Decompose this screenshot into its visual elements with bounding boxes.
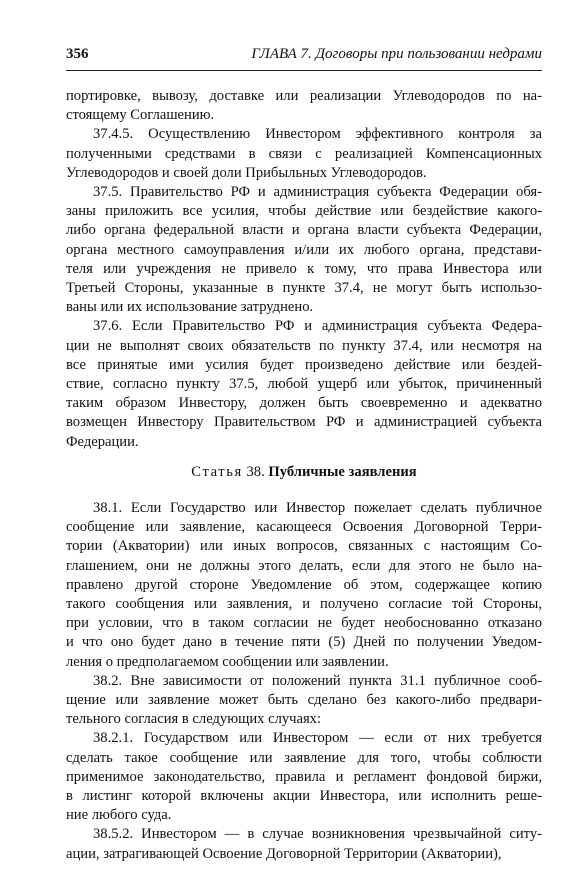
text-line: ции не выполнят своих обязательств по пункту 37.4, или несмотря на <box>66 337 542 354</box>
article-heading <box>66 462 542 482</box>
text-line: сделать такое сообщение или заявление для того, чтобы соблюсти <box>66 749 542 766</box>
text-line: сообщение или заявление, касающееся Освоения Договорной Терри- <box>66 519 542 536</box>
text-line: ствие, согласно пункту 37.5, любой ущерб или убыток, причиненный <box>66 376 542 393</box>
paragraph <box>66 672 542 730</box>
text-line: 38.5.2. Инвестором — в случае возникновения чрезвычайной ситу- <box>93 826 542 843</box>
text-line: стоящему Соглашению. <box>66 107 215 124</box>
text-line: 37.4.5. Осуществлению Инвестором эффективного контроля за <box>93 126 542 143</box>
text-line: применимое законодательство, правила и регламент фондовой биржи, <box>66 768 542 785</box>
article-title: Публичные заявления <box>268 464 417 480</box>
text-line: таким образом Инвестору, должен быть своевременно и адекватно <box>66 395 542 412</box>
paragraph <box>66 317 542 451</box>
paragraph <box>66 183 542 317</box>
text-line: тории (Акватории) или иных вопросов, связанных с настоящим Со- <box>66 538 542 555</box>
text-line: полученными средствами в связи с реализацией Компенсационных <box>66 145 542 162</box>
text-line: Третьей Стороны, указанные в пункте 37.4, не могут быть использо- <box>66 280 542 297</box>
page-number: 356 <box>66 46 89 62</box>
text-line: 37.5. Правительство РФ и администрация субъекта Федерации обя- <box>93 184 542 201</box>
body-text-top <box>66 87 542 452</box>
text-line: такого сообщения или заявления, и получено согласие той Стороны, <box>66 596 542 613</box>
text-line: Углеводородов и своей доли Прибыльных Углеводородов. <box>66 164 427 181</box>
paragraph <box>66 729 542 825</box>
paragraph <box>66 87 542 125</box>
paragraph <box>66 499 542 672</box>
header-rule <box>66 70 542 71</box>
text-line: Федерации. <box>66 433 139 450</box>
paragraph <box>66 825 542 863</box>
text-line: органа местного самоуправления и/или их любого органа, представи- <box>66 241 542 258</box>
text-line: тельного согласия в следующих случаях: <box>66 711 322 728</box>
text-line: при условии, что в таком согласии не будет необоснованно отказано <box>66 615 542 632</box>
text-line: в листинг которой включены акции Инвестора, или исполнить реше- <box>66 788 542 805</box>
article-number: 38. <box>246 464 265 480</box>
paragraph <box>66 125 542 183</box>
text-line: ние любого суда. <box>66 807 172 824</box>
text-line: 38.1. Если Государство или Инвестор пожелает сделать публичное <box>93 500 542 516</box>
text-line: правлено другой стороне Уведомление об этом, содержащее копию <box>66 576 542 593</box>
text-line: 38.2.1. Государством или Инвестором — если от них требуется <box>93 730 542 747</box>
text-line: все принятые ими усилия будет произведено действие или бездей- <box>66 356 542 373</box>
text-line: ления о предполагаемом сообщении или заявлении. <box>66 653 389 670</box>
article-label: Статья <box>191 464 243 480</box>
body-text-bottom <box>66 499 542 864</box>
text-line: глашением, они не должны этого делать, если для этого не было на- <box>66 557 542 574</box>
running-title: ГЛАВА 7. Договоры при пользовании недрами <box>251 46 542 62</box>
text-line: заны приложить все усилия, чтобы действие или бездействие какого- <box>66 203 542 220</box>
text-line: портировке, вывозу, доставке или реализации Углеводородов по на- <box>66 88 542 104</box>
text-line: ации, затрагивающей Освоение Договорной Территории (Акватории), <box>66 845 502 862</box>
text-line: возмещен Инвестору Правительством РФ и администрацией субъекта <box>66 414 542 431</box>
text-line: щение или заявление может быть сделано без какого-либо предвари- <box>66 692 542 709</box>
text-line: теля или учреждения не привело к тому, что права Инвестора или <box>66 260 542 277</box>
text-line: и что оно будет дано в течение пяти (5) Дней по получении Уведом- <box>66 634 542 651</box>
running-header <box>66 44 542 64</box>
text-line: 37.6. Если Правительство РФ и администрация субъекта Федера- <box>93 318 542 335</box>
text-line: ваны или их использование затруднено. <box>66 299 314 316</box>
text-line: либо органа федеральной власти и органа власти субъекта Федерации, <box>66 222 542 239</box>
text-line: 38.2. Вне зависимости от положений пункта 31.1 публичное сооб- <box>93 672 542 689</box>
